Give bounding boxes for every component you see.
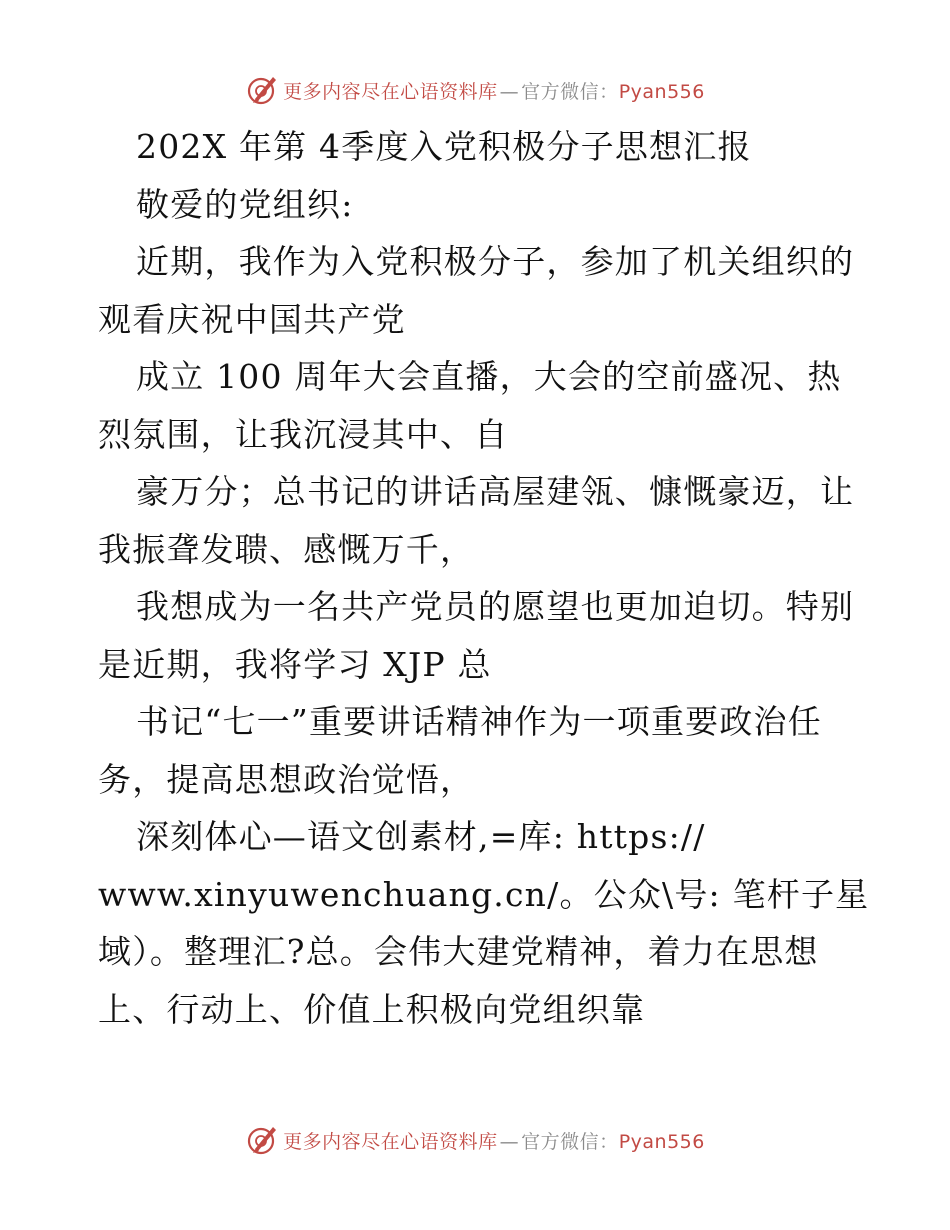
- text-line: 我想成为一名共产党员的愿望也更加迫切。特别: [136, 587, 855, 626]
- text-line: 书记“七一”重要讲话精神作为一项重要政治任: [136, 702, 822, 741]
- text-line: 域）。整理汇?总。会伟大建党精神，着力在思想: [98, 932, 819, 971]
- text-line: 成立 100 周年大会直播，大会的空前盛况、热: [136, 357, 842, 396]
- text-line: 烈氛围，让我沉浸其中、自: [98, 414, 509, 454]
- wechat-id: Pyan556: [618, 1130, 705, 1153]
- text-line: 观看庆祝中国共产党: [98, 299, 406, 339]
- text-line: 是近期，我将学习 XJP 总: [98, 644, 492, 684]
- footer-banner: [0, 1120, 950, 1160]
- text-line: 我振聋发聩、感慨万千，: [98, 529, 475, 569]
- document-title: 202X 年第 4季度入党积极分子思想汇报: [136, 127, 752, 166]
- banner-dash: —: [499, 1130, 520, 1153]
- official-label: 官方微信：: [521, 1130, 619, 1153]
- site-name: 更多内容尽在心语资料库: [283, 80, 498, 103]
- wechat-id: Pyan556: [618, 80, 705, 103]
- banner-dash: —: [499, 80, 520, 103]
- header-banner-text: [283, 77, 705, 104]
- text-line: 务，提高思想政治觉悟，: [98, 759, 475, 799]
- salutation: 敬爱的党组织:: [136, 184, 354, 224]
- site-name: 更多内容尽在心语资料库: [283, 1130, 498, 1153]
- text-line: 上、行动上、价值上积极向党组织靠: [98, 989, 646, 1029]
- footer-banner-text: [283, 1127, 705, 1154]
- document-body: [98, 118, 870, 1038]
- text-line: 豪万分；总书记的讲话高屋建瓴、慷慨豪迈，让: [136, 472, 855, 511]
- text-line: www.xinyuwenchuang.cn/。公众\号: 笔杆子星: [98, 874, 870, 914]
- text-line: 深刻体心—语文创素材,=库: https://: [136, 817, 706, 856]
- quill-pen-circle-logo-icon: [245, 73, 279, 107]
- quill-pen-circle-logo-icon: [245, 1123, 279, 1157]
- text-line: 近期，我作为入党积极分子，参加了机关组织的: [136, 242, 855, 281]
- official-label: 官方微信：: [521, 80, 619, 103]
- header-banner: [0, 70, 950, 110]
